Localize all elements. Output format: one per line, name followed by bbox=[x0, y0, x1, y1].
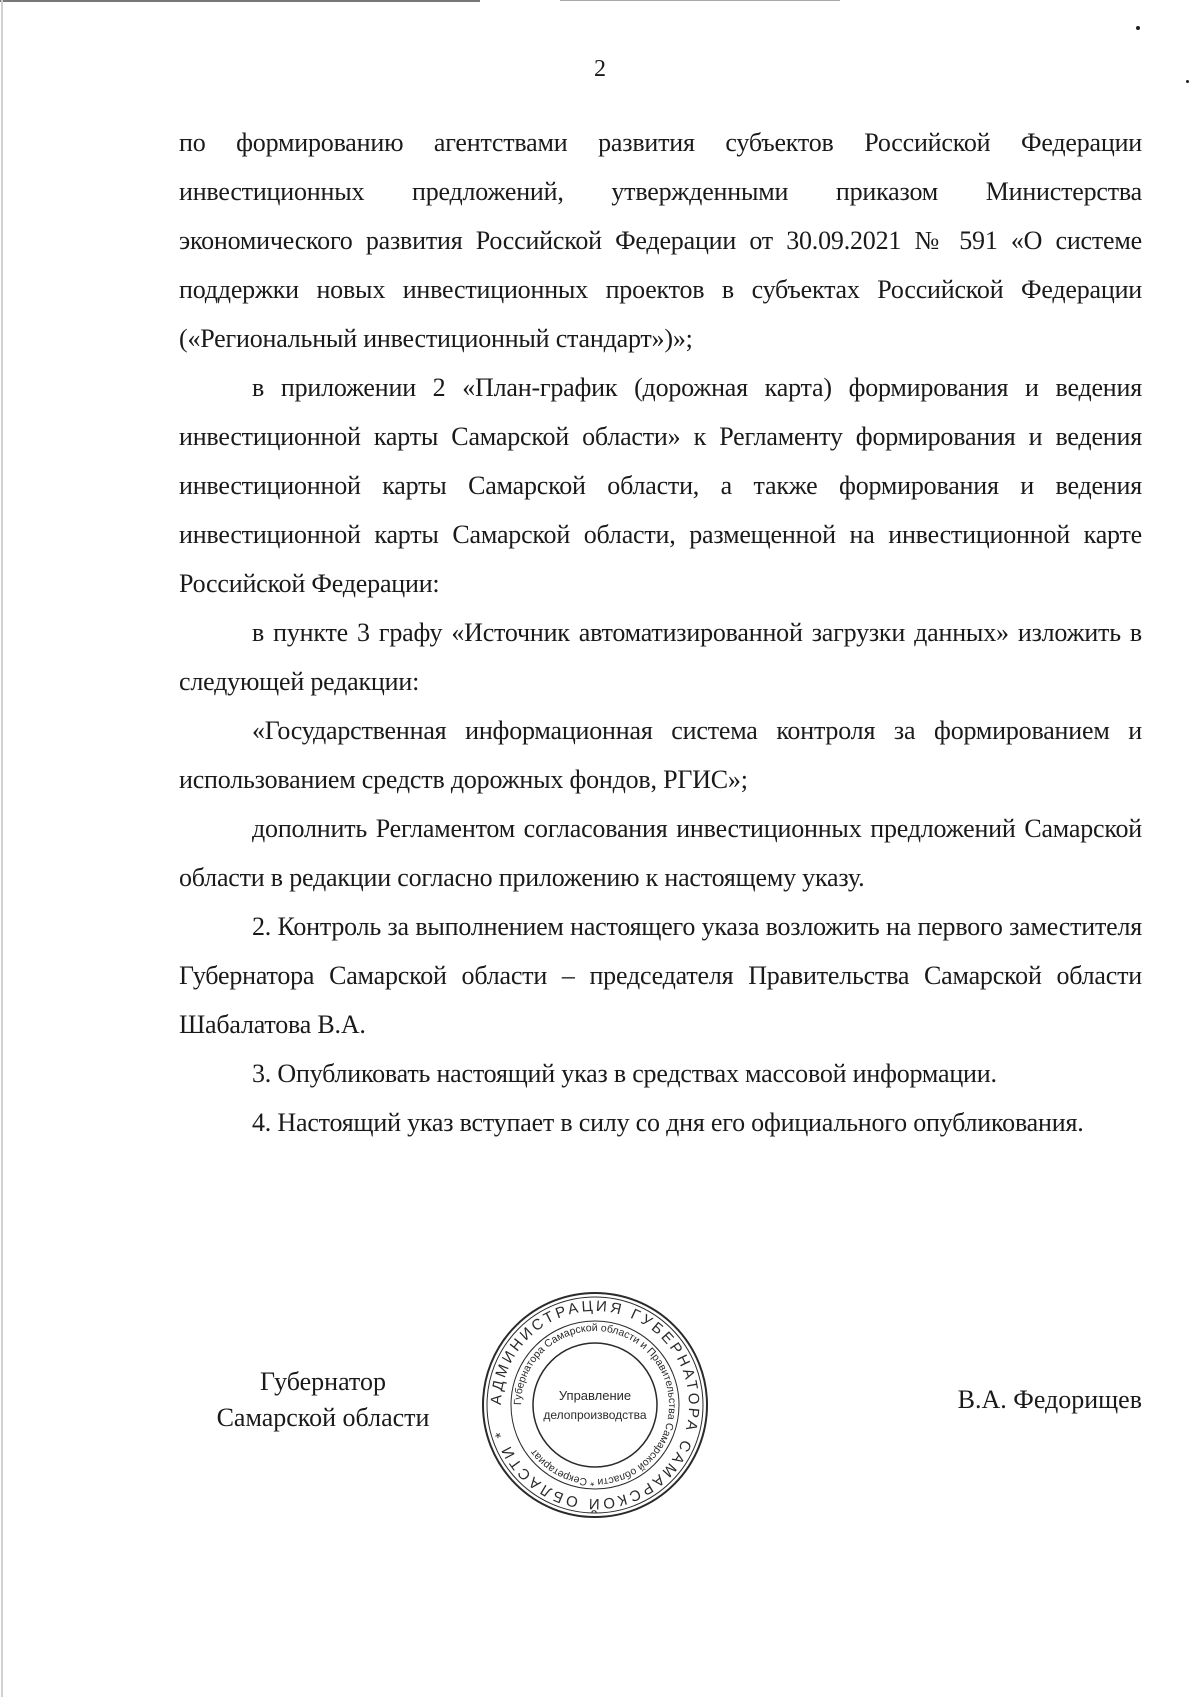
paragraph-1: по формированию агентствами развития субъектов Российской Федерации инвестиционных предложений, утвержденными приказом Министерства экономического развития Российской Федерации от 30.09.2021 № 591 «О системе поддержки новых инвестиционных проектов в субъектах Российской Федерации («Региональный инвестиционный стандарт»)»; bbox=[179, 128, 1142, 353]
seal-inner-text: Губернатора Самарской области и Правительства Самарской области * Секретариат bbox=[511, 1321, 679, 1489]
official-seal bbox=[480, 1290, 710, 1520]
page-number: 2 bbox=[594, 56, 606, 82]
scan-edge-line bbox=[560, 0, 840, 1]
signer-title-line-2: Самарской области bbox=[216, 1403, 430, 1432]
signer-name: В.А. Федорищев bbox=[957, 1385, 1142, 1414]
paragraph-6: 2. Контроль за выполнением настоящего указа возложить на первого заместителя Губернатора Самарской области – председателя Правительства Самарской области Шабалатова В.А. bbox=[179, 912, 1142, 1039]
seal-inner-ring bbox=[533, 1343, 657, 1467]
signer-title bbox=[188, 1364, 458, 1436]
paragraph-8: 4. Настоящий указ вступает в силу со дня его официального опубликования. bbox=[252, 1108, 1084, 1137]
body-text bbox=[179, 118, 1142, 1147]
seal-center-line-1: Управление bbox=[558, 1388, 632, 1403]
paragraph-7: 3. Опубликовать настоящий указ в средствах массовой информации. bbox=[252, 1059, 997, 1088]
scan-edge-line bbox=[0, 0, 480, 2]
signer-title-line-1: Губернатор bbox=[260, 1367, 386, 1396]
paragraph-4: «Государственная информационная система контроля за формированием и использованием средств дорожных фондов, РГИС»; bbox=[179, 716, 1142, 794]
seal-outer-text: АДМИНИСТРАЦИЯ ГУБЕРНАТОРА САМАРСКОЙ ОБЛАСТИ * bbox=[487, 1297, 703, 1513]
seal-middle-ring bbox=[511, 1321, 679, 1489]
paragraph-3: в пункте 3 графу «Источник автоматизированной загрузки данных» изложить в следующей редакции: bbox=[179, 618, 1142, 696]
paragraph-5: дополнить Регламентом согласования инвестиционных предложений Самарской области в редакции согласно приложению к настоящему указу. bbox=[179, 814, 1142, 892]
paragraph-2: в приложении 2 «План-график (дорожная карта) формирования и ведения инвестиционной карты Самарской области» к Регламенту формирования и ведения инвестиционной карты Самарской области, а также формирования и ведения инвестиционной карты Самарской области, размещенной на инвестиционной карте Российской Федерации: bbox=[179, 373, 1142, 598]
scan-speck bbox=[1136, 26, 1140, 30]
seal-center-line-2: делопроизводства bbox=[543, 1408, 647, 1422]
